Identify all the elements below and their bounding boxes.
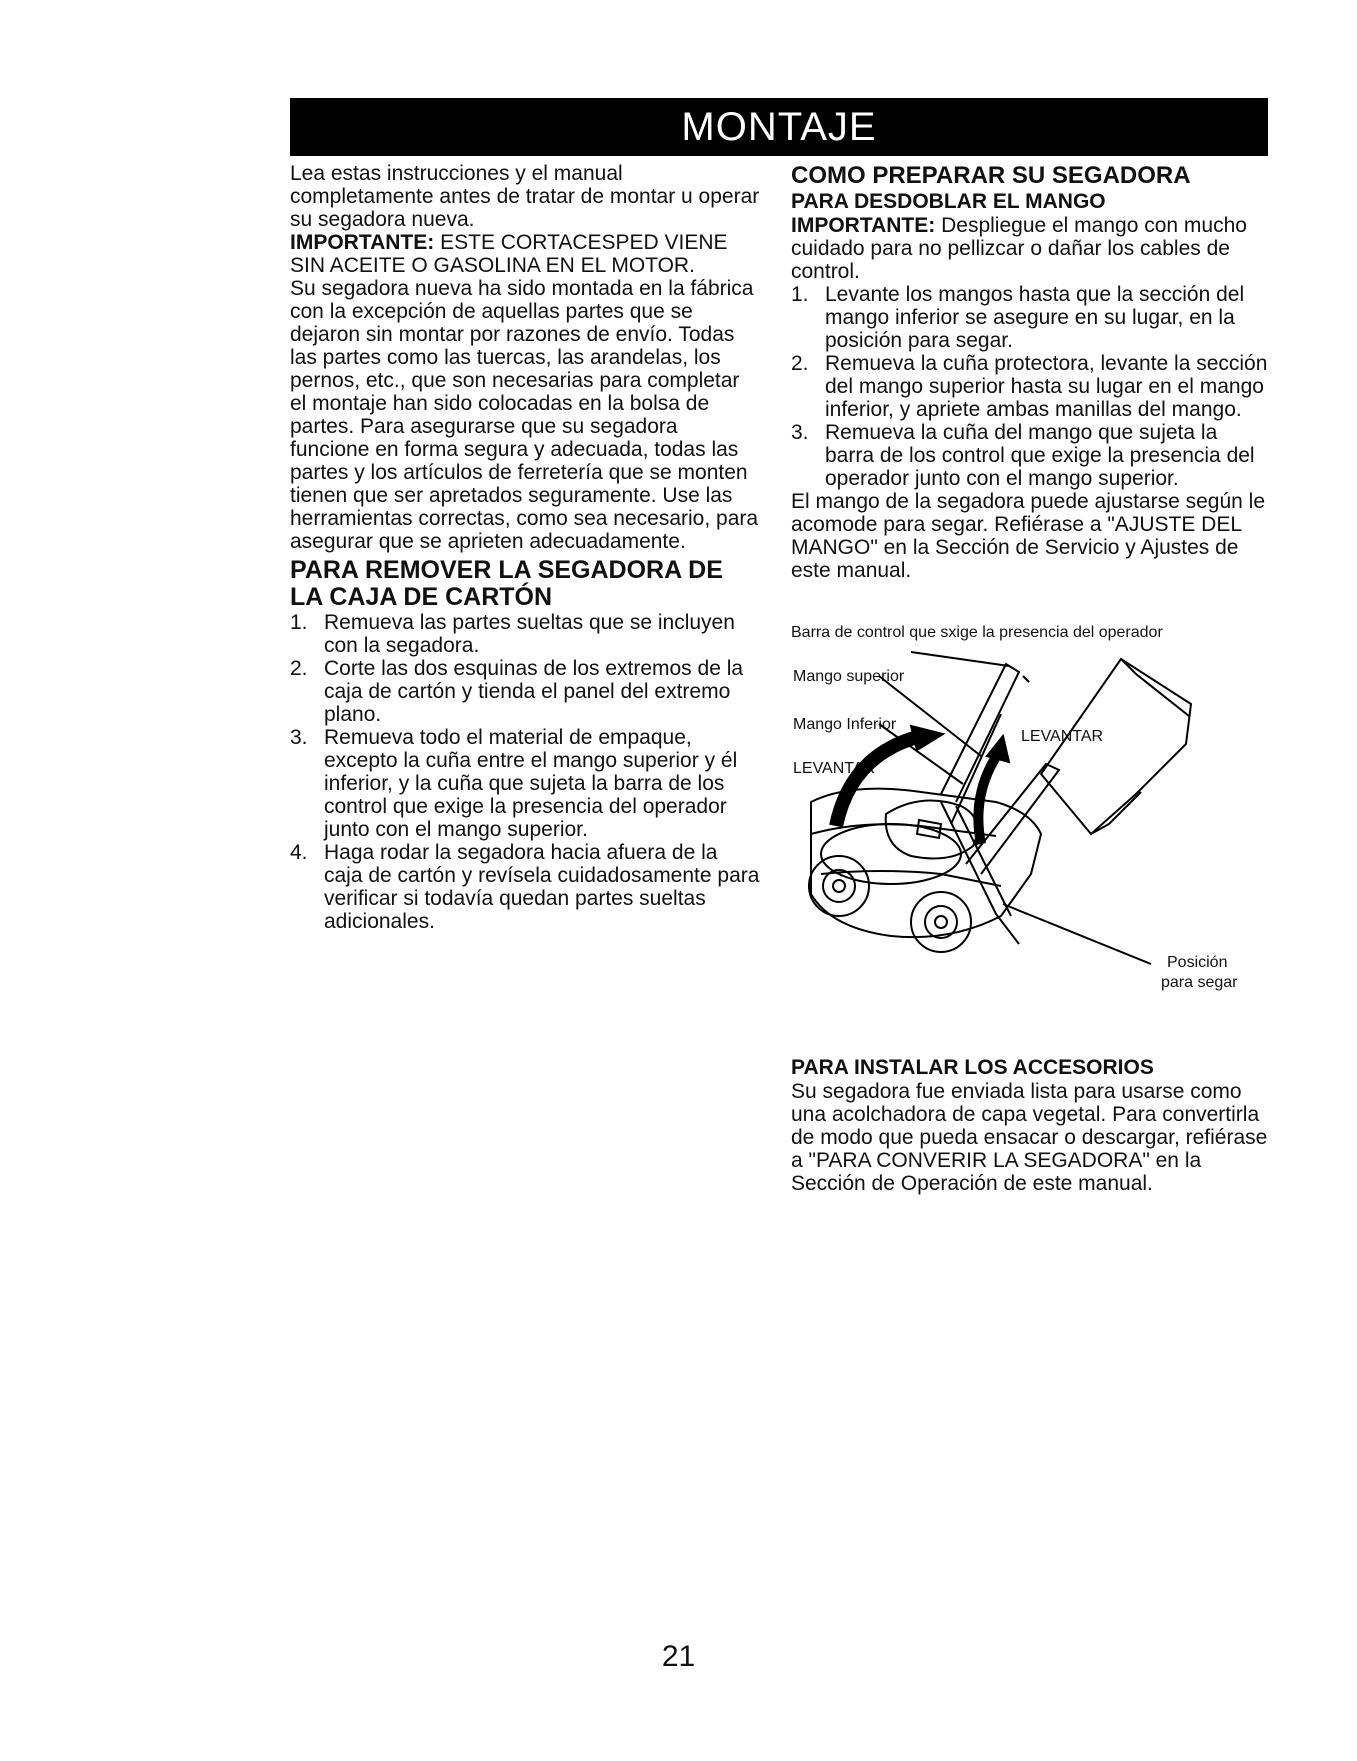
list-item bbox=[290, 726, 760, 841]
important-text: Despliegue el mango con mucho cuidado para no pellizcar o dañar los cables de control. bbox=[791, 214, 1247, 283]
page-title: MONTAJE bbox=[290, 98, 1268, 156]
step-number: 4. bbox=[290, 841, 308, 864]
step-number: 2. bbox=[791, 352, 809, 375]
section-title-prepare: COMO PREPARAR SU SEGADORA bbox=[791, 162, 1191, 189]
step-number: 1. bbox=[290, 611, 308, 634]
page-number: 21 bbox=[661, 1640, 696, 1673]
list-item bbox=[290, 657, 760, 726]
list-item bbox=[791, 283, 1271, 352]
important-label: IMPORTANTE: bbox=[290, 231, 435, 254]
accessories-section bbox=[791, 1056, 1271, 1195]
mower-illustration bbox=[791, 624, 1271, 1044]
section-title-remove: PARA REMOVER LA SEGADORA DE LA CAJA DE CARTÓN bbox=[290, 556, 723, 611]
step-text: Remueva todo el material de empaque, excepto la cuña entre el mango superior y él inferior, y la cuña que sujeta la barra de los control que exige la presencia del operador junto con el mango superior. bbox=[324, 726, 738, 841]
list-item bbox=[290, 611, 760, 657]
accessories-text: Su segadora fue enviada lista para usarse como una acolchadora de capa vegetal. Para convertirla de modo que pueda ensacar o descargar, refiérase a "PARA CONVERIR LA SEGADORA" en la Sección de Operación de este manual. bbox=[791, 1080, 1268, 1195]
important-label: IMPORTANTE: bbox=[791, 214, 936, 237]
step-text: Corte las dos esquinas de los extremos de la caja de cartón y tienda el panel del extremo plano. bbox=[324, 657, 744, 726]
list-item bbox=[791, 421, 1271, 490]
intro-text: Lea estas instrucciones y el manual completamente antes de tratar de montar u operar su segadora nueva. bbox=[290, 162, 760, 231]
step-text: Remueva las partes sueltas que se incluyen con la segadora. bbox=[324, 611, 735, 657]
important-text: ESTE CORTACESPED VIENE SIN ACEITE O GASOLINA EN EL MOTOR. bbox=[290, 231, 728, 277]
step-text: Levante los mangos hasta que la sección del mango inferior se asegure en su lugar, en la posición para segar. bbox=[825, 283, 1245, 352]
label-position-line2: para segar bbox=[1161, 974, 1238, 991]
step-number: 3. bbox=[791, 421, 809, 444]
step-text: Remueva la cuña del mango que sujeta la barra de los control que exige la presencia del operador junto con el mango superior. bbox=[825, 421, 1255, 490]
step-number: 2. bbox=[290, 657, 308, 680]
caption-control-bar: Barra de control que sxige la presencia del operador bbox=[791, 624, 1163, 641]
label-lower-handle: Mango Inferior bbox=[793, 716, 897, 733]
right-column bbox=[791, 162, 1271, 582]
important-notice-right bbox=[791, 214, 1271, 283]
list-item bbox=[290, 841, 760, 933]
step-number: 1. bbox=[791, 283, 809, 306]
label-position-line1: Posición bbox=[1167, 954, 1228, 971]
step-number: 3. bbox=[290, 726, 308, 749]
step-text: Haga rodar la segadora hacia afuera de la caja de cartón y revísela cuidadosamente para verificar si todavía quedan partes sueltas adicionales. bbox=[324, 841, 760, 933]
important-notice bbox=[290, 231, 760, 277]
label-lift-right: LEVANTAR bbox=[1021, 728, 1104, 745]
subsection-title-unfold: PARA DESDOBLAR EL MANGO bbox=[791, 190, 1106, 213]
unfold-steps-list bbox=[791, 283, 1271, 490]
label-lift-left: LEVANTAR bbox=[793, 760, 876, 777]
list-item bbox=[791, 352, 1271, 421]
subsection-title-accessories: PARA INSTALAR LOS ACCESORIOS bbox=[791, 1056, 1154, 1079]
body-text: Su segadora nueva ha sido montada en la fábrica con la excepción de aquellas partes que se dejaron sin montar por razones de envío. Todas las partes como las tuercas, las arandelas, los pernos, etc., que son necesarias para completar el montaje han sido colocadas en la bolsa de partes. Para asegurarse que su segadora funcione en forma segura y adecuada, todas las partes y los artículos de ferretería que se monten tienen que ser apretados seguramente. Use las herramientas correctas, como sea necesario, para asegurar que se aprieten adecuadamente. bbox=[290, 277, 759, 553]
remove-steps-list bbox=[290, 611, 760, 933]
left-column bbox=[290, 162, 760, 933]
mower-handle-figure bbox=[791, 624, 1271, 1044]
handle-adjust-text: El mango de la segadora puede ajustarse según le acomode para segar. Refiérase a "AJUSTE DEL MANGO" en la Sección de Servicio y Ajustes de este manual. bbox=[791, 490, 1265, 582]
label-upper-handle: Mango superior bbox=[793, 668, 905, 685]
step-text: Remueva la cuña protectora, levante la sección del mango superior hasta su lugar en el mango inferior, y apriete ambas manillas del mango. bbox=[825, 352, 1268, 421]
